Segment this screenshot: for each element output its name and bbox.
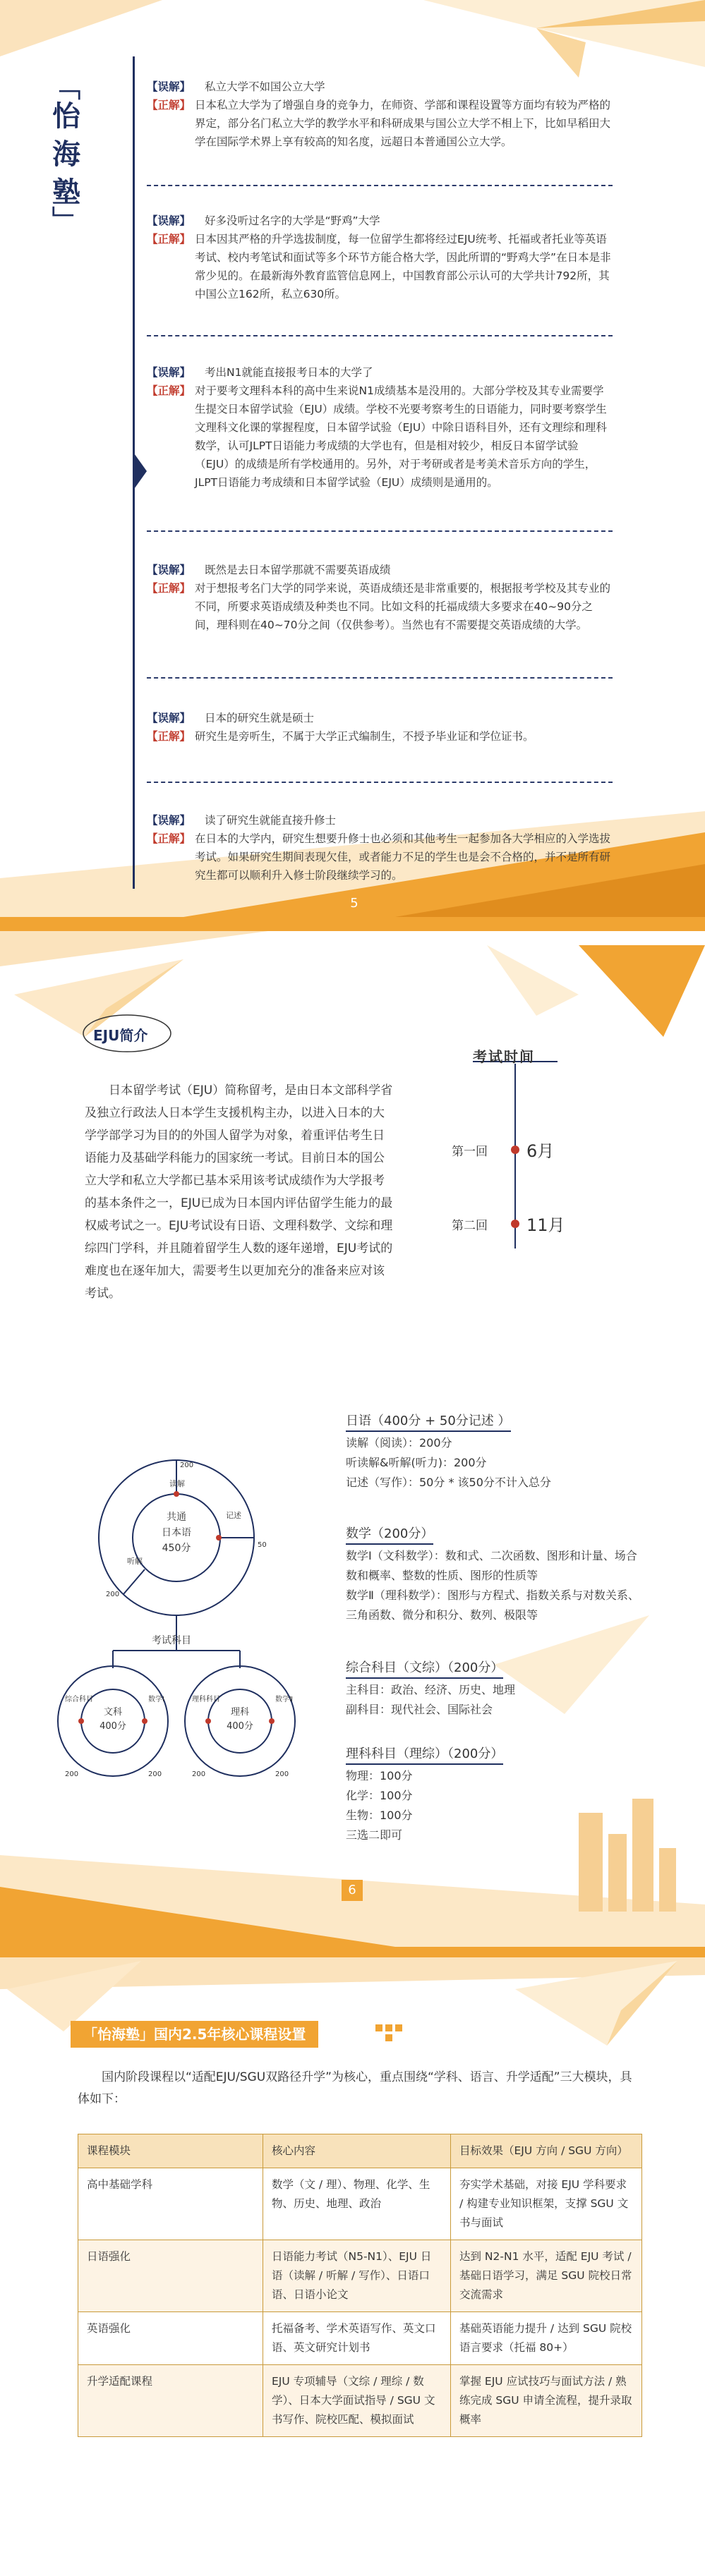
table-header-row [78,2134,642,2168]
arts-line: 主科目：政治、经济、历史、地理 [346,1683,516,1696]
math-line: 数学Ⅱ（理科数学）：图形与方程式、指数关系与对数关系、三角函数、微分和积分、数列、极限等 [346,1588,639,1622]
diagram-score: 200 [192,1770,206,1778]
core-course-banner: 「怡海塾」国内2.5年核心课程设置 [71,2021,318,2048]
arts-lines [346,1680,642,1720]
science-circle-center [212,1706,268,1734]
correction-text: 在日本的大学内，研究生想要升修士也必须和其他考生一起参加各大学相应的入学选拔考试。如果研究生期间表现欠佳，或者能力不足的学生也是会不合格的，并不是所有研究生都可以顺利升入修士阶段继续学习的。 [195,832,611,882]
page-eju-intro [0,917,705,1947]
correct-tag: 【正解】 [147,832,191,845]
correct-tag: 【正解】 [147,582,191,595]
diagram-label: 读解 [169,1479,185,1488]
page-number: 6 [342,1880,363,1901]
page-misconceptions [0,0,705,917]
science-line: 生物：100分 [346,1809,413,1822]
correct-tag: 【正解】 [147,730,191,743]
session-label: 第二回 [452,1219,488,1233]
page-core-courses [0,1947,705,2576]
diagram-label: 综合科目 [65,1696,93,1703]
diagram-score: 200 [180,1462,194,1469]
section-title: EJU简介 [93,1027,148,1044]
decorative-dots [375,2024,402,2041]
divider [147,782,613,783]
paper-plane-icon [423,0,705,78]
misconception-tag: 【误解】 [147,80,191,93]
center-line: 450分 [162,1543,191,1554]
diagram-score: 200 [148,1770,162,1778]
japanese-circle-center [141,1509,212,1556]
misconception-item [147,212,613,303]
brand-vertical: ﹁ 怡海塾 ﹂ [52,71,80,238]
center-line: 共通 [167,1512,186,1523]
misconception-tag: 【误解】 [147,712,191,724]
correction-text: 对于想报考名门大学的同学来说，英语成绩还是非常重要的，根据报考学校及其专业的不同，所要求英语成绩及种类也不同。比如文科的托福成绩大多要求在40~90分之间，理科则在40~70分之间（仅供参考）。当然也有不需要提交英语成绩的大学。 [195,582,611,631]
math-line: 数学Ⅰ（文科数学）：数和式、二次函数、图形和计量、场合数和概率、整数的性质、图形的性质等 [346,1549,637,1582]
misconception-item [147,78,613,151]
diagram-score: 200 [275,1770,289,1778]
arts-line: 副科目：现代社会、国际社会 [346,1703,493,1716]
table-header: 课程模块 [78,2134,263,2168]
top-band [0,917,705,931]
center-line: 日本语 [162,1527,191,1538]
table-header: 核心内容 [263,2134,451,2168]
science-title: 理科科目（理综）（200分） [346,1744,503,1765]
japanese-line: 记述（写作）：50分 * 该50分不计入总分 [346,1476,551,1489]
table-cell: 夯实学术基础，对接 EJU 学科要求 / 构建专业知识框架，支撑 SGU 文书与面试 [451,2168,642,2240]
misconception-item [147,709,613,746]
eju-intro-text: 日本留学考试（EJU）简称留考，是由日本文部科学省及独立行政法人日本学生支援机构主办，以进入日本的大学学部学习为目的的外国人留学为对象，着重评估考生日语能力及基础学科能力的国家统一考试。目前日本的国公立大学和私立大学都已基本采用该考试成绩作为大学报考的基本条件之一，EJU已成为日本国内评估留学生能力的最权威考试之一。EJU考试设有日语、文理科数学、文综和理综四门学科，并且随着留学生人数的逐年递增，EJU考试的难度也在逐年加大，需要考生以更加充分的准备来应对该考试。 [85,1083,393,1301]
subject-label: 考试科目 [152,1635,191,1646]
timeline-dot [511,1220,519,1228]
course-table [78,2134,642,2437]
table-header: 目标效果（EJU 方向 / SGU 方向） [451,2134,642,2168]
table-row [78,2168,642,2240]
arts-circle-center [85,1706,141,1734]
correct-tag: 【正解】 [147,233,191,245]
diagram-label: 听解 [127,1557,143,1566]
diagram-label: 记述 [226,1511,241,1520]
table-row [78,2365,642,2437]
misconception-item [147,811,613,885]
table-cell: 掌握 EJU 应试技巧与面试方法 / 熟练完成 SGU 申请全流程，提升录取概率 [451,2365,642,2437]
session-month: 11月 [526,1215,565,1235]
divider [147,185,613,186]
table-cell: 英语强化 [78,2312,263,2365]
misconception-item [147,363,613,492]
science-lines [346,1766,642,1845]
misconception-item [147,561,613,634]
table-row [78,2312,642,2365]
correct-tag: 【正解】 [147,99,191,111]
misconception-tag: 【误解】 [147,564,191,576]
timeline-dot [511,1146,519,1154]
table-cell: 托福备考、学术英语写作、英文口语、英文研究计划书 [263,2312,451,2365]
science-line: 物理：100分 [346,1769,413,1782]
top-left-wedge [0,931,268,966]
correction-text: 日本私立大学为了增强自身的竞争力，在师资、学部和课程设置等方面均有较为严格的界定，部分名门私立大学的教学水平和科研成果与国公立大学不相上下，比如早稻田大学在国际学术界上享有较高的知名度，远超日本普通国公立大学。 [195,99,611,148]
top-left-wedge [0,0,162,56]
misconception-text: 读了研究生就能直接升修士 [205,814,337,827]
diagram-score: 200 [65,1770,79,1778]
divider [147,677,613,679]
japanese-lines [346,1433,642,1493]
center-line: 文科 [103,1707,122,1718]
center-line: 400分 [227,1721,253,1732]
correction-text: 研究生是旁听生，不属于大学正式编制生，不授予毕业证和学位证书。 [195,730,534,743]
top-band [0,1947,705,1957]
table-cell: 高中基础学科 [78,2168,263,2240]
science-line: 三选二即可 [346,1828,403,1842]
japanese-line: 听读解&听解(听力)：200分 [346,1456,487,1469]
diagram-label: 数学Ⅱ [275,1696,293,1703]
correct-tag: 【正解】 [147,384,191,397]
math-lines [346,1546,642,1625]
center-line: 理科 [230,1707,249,1718]
table-cell: 日语能力考试（N5-N1）、EJU 日语（读解 / 听解 / 写作）、日语口语、日语小论文 [263,2240,451,2312]
correction-text: 日本因其严格的升学选拔制度，每一位留学生都将经过EJU统考、托福或者托业等英语考试、校内考笔试和面试等多个环节方能合格大学，因此所谓的“野鸡大学”在日本是非常少见的。在最新海外教育监管信息网上，中国教育部公示认可的大学共计792所，其中国公立162所，私立630所。 [195,233,611,300]
table-cell: 基础英语能力提升 / 达到 SGU 院校语言要求（托福 80+） [451,2312,642,2365]
divider [147,335,613,336]
misconception-tag: 【误解】 [147,814,191,827]
core-course-intro: 国内阶段课程以“适配EJU/SGU双路径升学”为核心，重点围绕“学科、语言、升学适配”三大模块，具体如下： [78,2070,632,2106]
table-row [78,2240,642,2312]
divider [147,530,613,532]
correction-text: 对于要考文理科本科的高中生来说N1成绩基本是没用的。大部分学校及其专业需要学生提交日本留学试验（EJU）成绩。学校不光要考察考生的日语能力，同时要考察学生文理科文化课的掌握程度，日本留学试验（EJU）中除日语科目外，还有文理综和理科数学，认可JLPT日语能力考成绩的大学也有，但是相对较少，相反日本留学试验（EJU）的成绩是所有学校通用的。另外，对于考研或者是考美术音乐方向的学生，JLPT日语能力考成绩和日本留学试验（EJU）成绩则是通用的。 [195,384,607,489]
japanese-line: 读解（阅读）：200分 [346,1436,452,1450]
misconception-text: 日本的研究生就是硕士 [205,712,315,724]
table-cell: 达到 N2-N1 水平，适配 EJU 考试 / 基础日语学习，满足 SGU 院校日常交流需求 [451,2240,642,2312]
page-number: 5 [344,893,365,914]
misconception-text: 考出N1就能直接报考日本的大学了 [205,366,373,379]
paper-plane-icon [487,945,579,1016]
misconception-tag: 【误解】 [147,366,191,379]
misconception-text: 既然是去日本留学那就不需要英语成绩 [205,564,391,576]
session-label: 第一回 [452,1145,488,1159]
center-line: 400分 [100,1721,126,1732]
misconception-text: 好多没听过名字的大学是“野鸡”大学 [205,214,380,227]
arts-title: 综合科目（文综）（200分） [346,1658,503,1679]
diagram-score: 50 [258,1541,267,1549]
misconception-text: 私立大学不如国公立大学 [205,80,325,93]
misconception-tag: 【误解】 [147,214,191,227]
diagram-label: 数学Ⅰ [148,1696,164,1703]
top-right-triangle [579,945,705,1037]
timeline-arrow-icon [133,451,147,491]
diagram-label: 理科科目 [192,1696,220,1703]
session-month: 6月 [526,1141,555,1161]
table-cell: EJU 专项辅导（文综 / 理综 / 数学）、日本大学面试指导 / SGU 文书写作、院校匹配、模拟面试 [263,2365,451,2437]
exam-time-title: 考试时间 [473,1048,535,1065]
japanese-title: 日语（400分 + 50分记述 ） [346,1411,511,1432]
diagram-score: 200 [106,1591,120,1598]
science-line: 化学：100分 [346,1789,413,1802]
table-cell: 升学适配课程 [78,2365,263,2437]
math-title: 数学（200分） [346,1524,433,1545]
table-cell: 数学（文 / 理）、物理、化学、生物、历史、地理、政治 [263,2168,451,2240]
table-cell: 日语强化 [78,2240,263,2312]
